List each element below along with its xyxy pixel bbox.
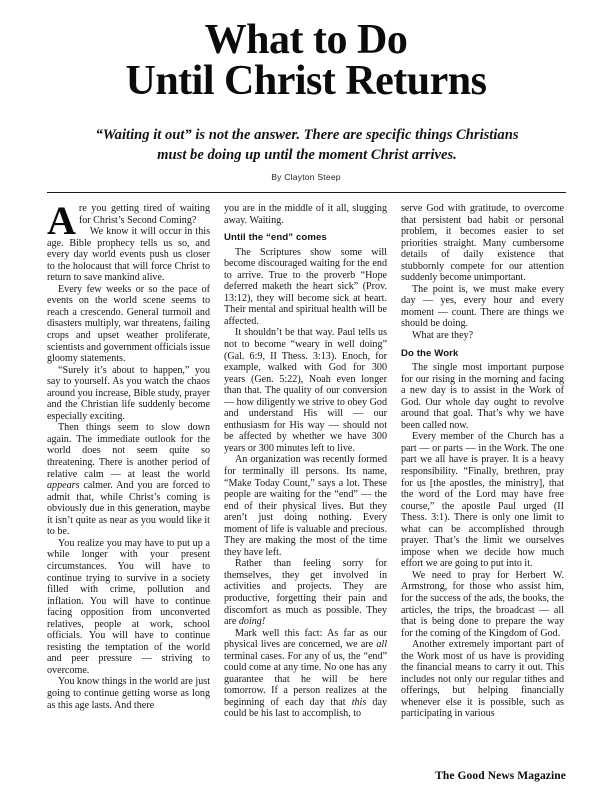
body-paragraph: “Surely it’s about to happen,” you say to yourself. As you watch the chaos around you increase, Bible study, prayer and the Christian life suddenly become especially exciting. bbox=[47, 364, 210, 422]
body-paragraph: We need to pray for Herbert W. Armstrong, for those who assist him, for the success of the ads, the books, the articles, the trips, the broadcast — all that is being done to prepare the way for the coming of the Kingdom of God. bbox=[401, 569, 564, 639]
paragraph-text-tail: calmer. And you are forced to admit that, while Christ’s coming is obviously due in this generation, maybe it isn’t quite as near as you would like it to be. bbox=[47, 480, 210, 538]
body-paragraph: You realize you may have to put up a while longer with your present circumstances. You will have to continue trying to survive in a society filled with crime, pollution and inflation. You will have to continue facing opposition from unconverted relatives, people at work, school officials. You will have to continue resisting the temptation of the world and peer pressure — striving to overcome. bbox=[47, 537, 210, 676]
lede-text: re you getting tired of waiting for Christ’s Second Coming? bbox=[78, 203, 210, 226]
body-paragraph bbox=[224, 628, 387, 720]
section-subhead: Do the Work bbox=[401, 347, 459, 359]
body-paragraph: serve God with gratitude, to overcome that persistent bad habit or personal problem, it becomes easier to set priorities straight. Many cumbersome details of daily existence that stubbornly compete for our attention suddenly become unimportant. bbox=[401, 203, 564, 284]
article-deck: “Waiting it out” is not the answer. There are specific things Christians must be doing up until the moment Christ arrives. bbox=[95, 127, 519, 163]
header-divider bbox=[47, 192, 566, 193]
paragraph-text: Rather than feeling sorry for themselves, they get involved in activities and projects. They are productive, forgetting their pain and discomfort as much as possible. They are bbox=[224, 558, 387, 628]
body-paragraph: Every member of the Church has a part — or parts — in the Work. The one part we all have is prayer. It is a heavy responsibility. “Finally, brethren, pray for us [the apostles, the ministry], that the word of the Lord may have free course,” the apostle Paul urged (II Thess. 3:1). There is only one limit to what can be accomplished through prayer. That’s the limit we ourselves impose when we decide how much effort we are going to put into it. bbox=[401, 431, 564, 570]
body-paragraph: We know it will occur in this age. Bible prophecy tells us so, and every day world events push us closer to the holocaust that will force Christ to return to save mankind alive. bbox=[47, 226, 210, 284]
emphasis-text: all bbox=[376, 639, 387, 651]
article-lede-paragraph bbox=[47, 203, 210, 243]
article-column-2 bbox=[224, 203, 387, 755]
paragraph-text-middle: terminal cases. For any of us, the “end” could come at any time. No one has any guarantee that he will be here tomorrow. If a person realizes at the beginning of each day that bbox=[224, 650, 387, 708]
paragraph-text: Then things seem to slow down again. The immediate outlook for the world does not seem quite so threatening. There is another period of relative calm — at least the world bbox=[47, 422, 210, 480]
section-subhead: Until the “end” comes bbox=[224, 232, 327, 244]
paragraph-text: Mark well this fact: As far as our physical lives are concerned, we are bbox=[224, 627, 387, 651]
body-paragraph bbox=[47, 422, 210, 537]
body-paragraph: What are they? bbox=[412, 330, 474, 342]
body-paragraph: An organization was recently formed for terminally ill persons. Its name, “Make Today Count,” says a lot. These people are waiting for the “end” — the end of their physical lives. But they aren’t just doing nothing. Every moment of life is valuable and precious. They are making the most of the time they have left. bbox=[224, 454, 387, 558]
headline bbox=[46, 17, 566, 105]
drop-cap: A bbox=[47, 203, 76, 243]
body-paragraph: Every few weeks or so the pace of events on the world scene seems to reach a crescendo. General turmoil and disasters multiply, war threatens, failing crops and upset weather proliferate, scientists and government officials issue gloomy statements. bbox=[47, 283, 210, 365]
article-body-columns bbox=[47, 203, 566, 755]
body-paragraph: you are in the middle of it all, slugging away. Waiting. bbox=[224, 203, 387, 226]
emphasis-text: doing! bbox=[238, 616, 266, 628]
headline-line-2: Until Christ Returns bbox=[125, 58, 487, 105]
article-byline: By Clayton Steep bbox=[271, 172, 341, 182]
article-column-1 bbox=[47, 203, 210, 755]
body-paragraph: The Scriptures show some will become discouraged waiting for the end to arrive. True to the proverb “Hope deferred maketh the heart sick” (Prov. 13:12), they will become sick at heart. Their mental and spiritual health will be affected. bbox=[224, 246, 387, 327]
body-paragraph bbox=[224, 558, 387, 627]
article-column-3 bbox=[401, 203, 564, 755]
emphasis-text-2: this bbox=[351, 696, 367, 708]
body-paragraph: The point is, we must make every day — yes, every hour and every moment — count. There are things we should be doing. bbox=[401, 283, 564, 330]
magazine-footer: The Good News Magazine bbox=[435, 770, 566, 782]
body-paragraph: Another extremely important part of the Work most of us have is providing the financial means to carry it out. This includes not only our regular tithes and offerings, but helping financially whenever else it is possible, such as participating in various bbox=[401, 639, 564, 720]
paragraph-text-tail: day could be his last to accomplish, to bbox=[224, 696, 387, 720]
body-paragraph: You know things in the world are just going to continue getting worse as long as this age lasts. And there bbox=[47, 676, 210, 711]
body-paragraph: The single most important purpose for our rising in the morning and facing a new day is to assist in the Work of God. Our whole day ought to revolve around that goal. That’s why we have been called now. bbox=[401, 362, 564, 431]
headline-line-1: What to Do bbox=[204, 17, 408, 63]
body-paragraph: It shouldn’t be that way. Paul tells us not to become “weary in well doing” (Gal. 6:9, II Thess. 3:13). Enoch, for example, walked with God for 300 years (Gen. 5:22), Noah even longer than that. The quality of our conversion — how diligently we strive to obey God and understand His will — our enthusiasm for His way — should not be affected by whether we have 300 years or 300 minutes left to live. bbox=[224, 327, 387, 454]
emphasis-text: appears bbox=[47, 480, 80, 492]
